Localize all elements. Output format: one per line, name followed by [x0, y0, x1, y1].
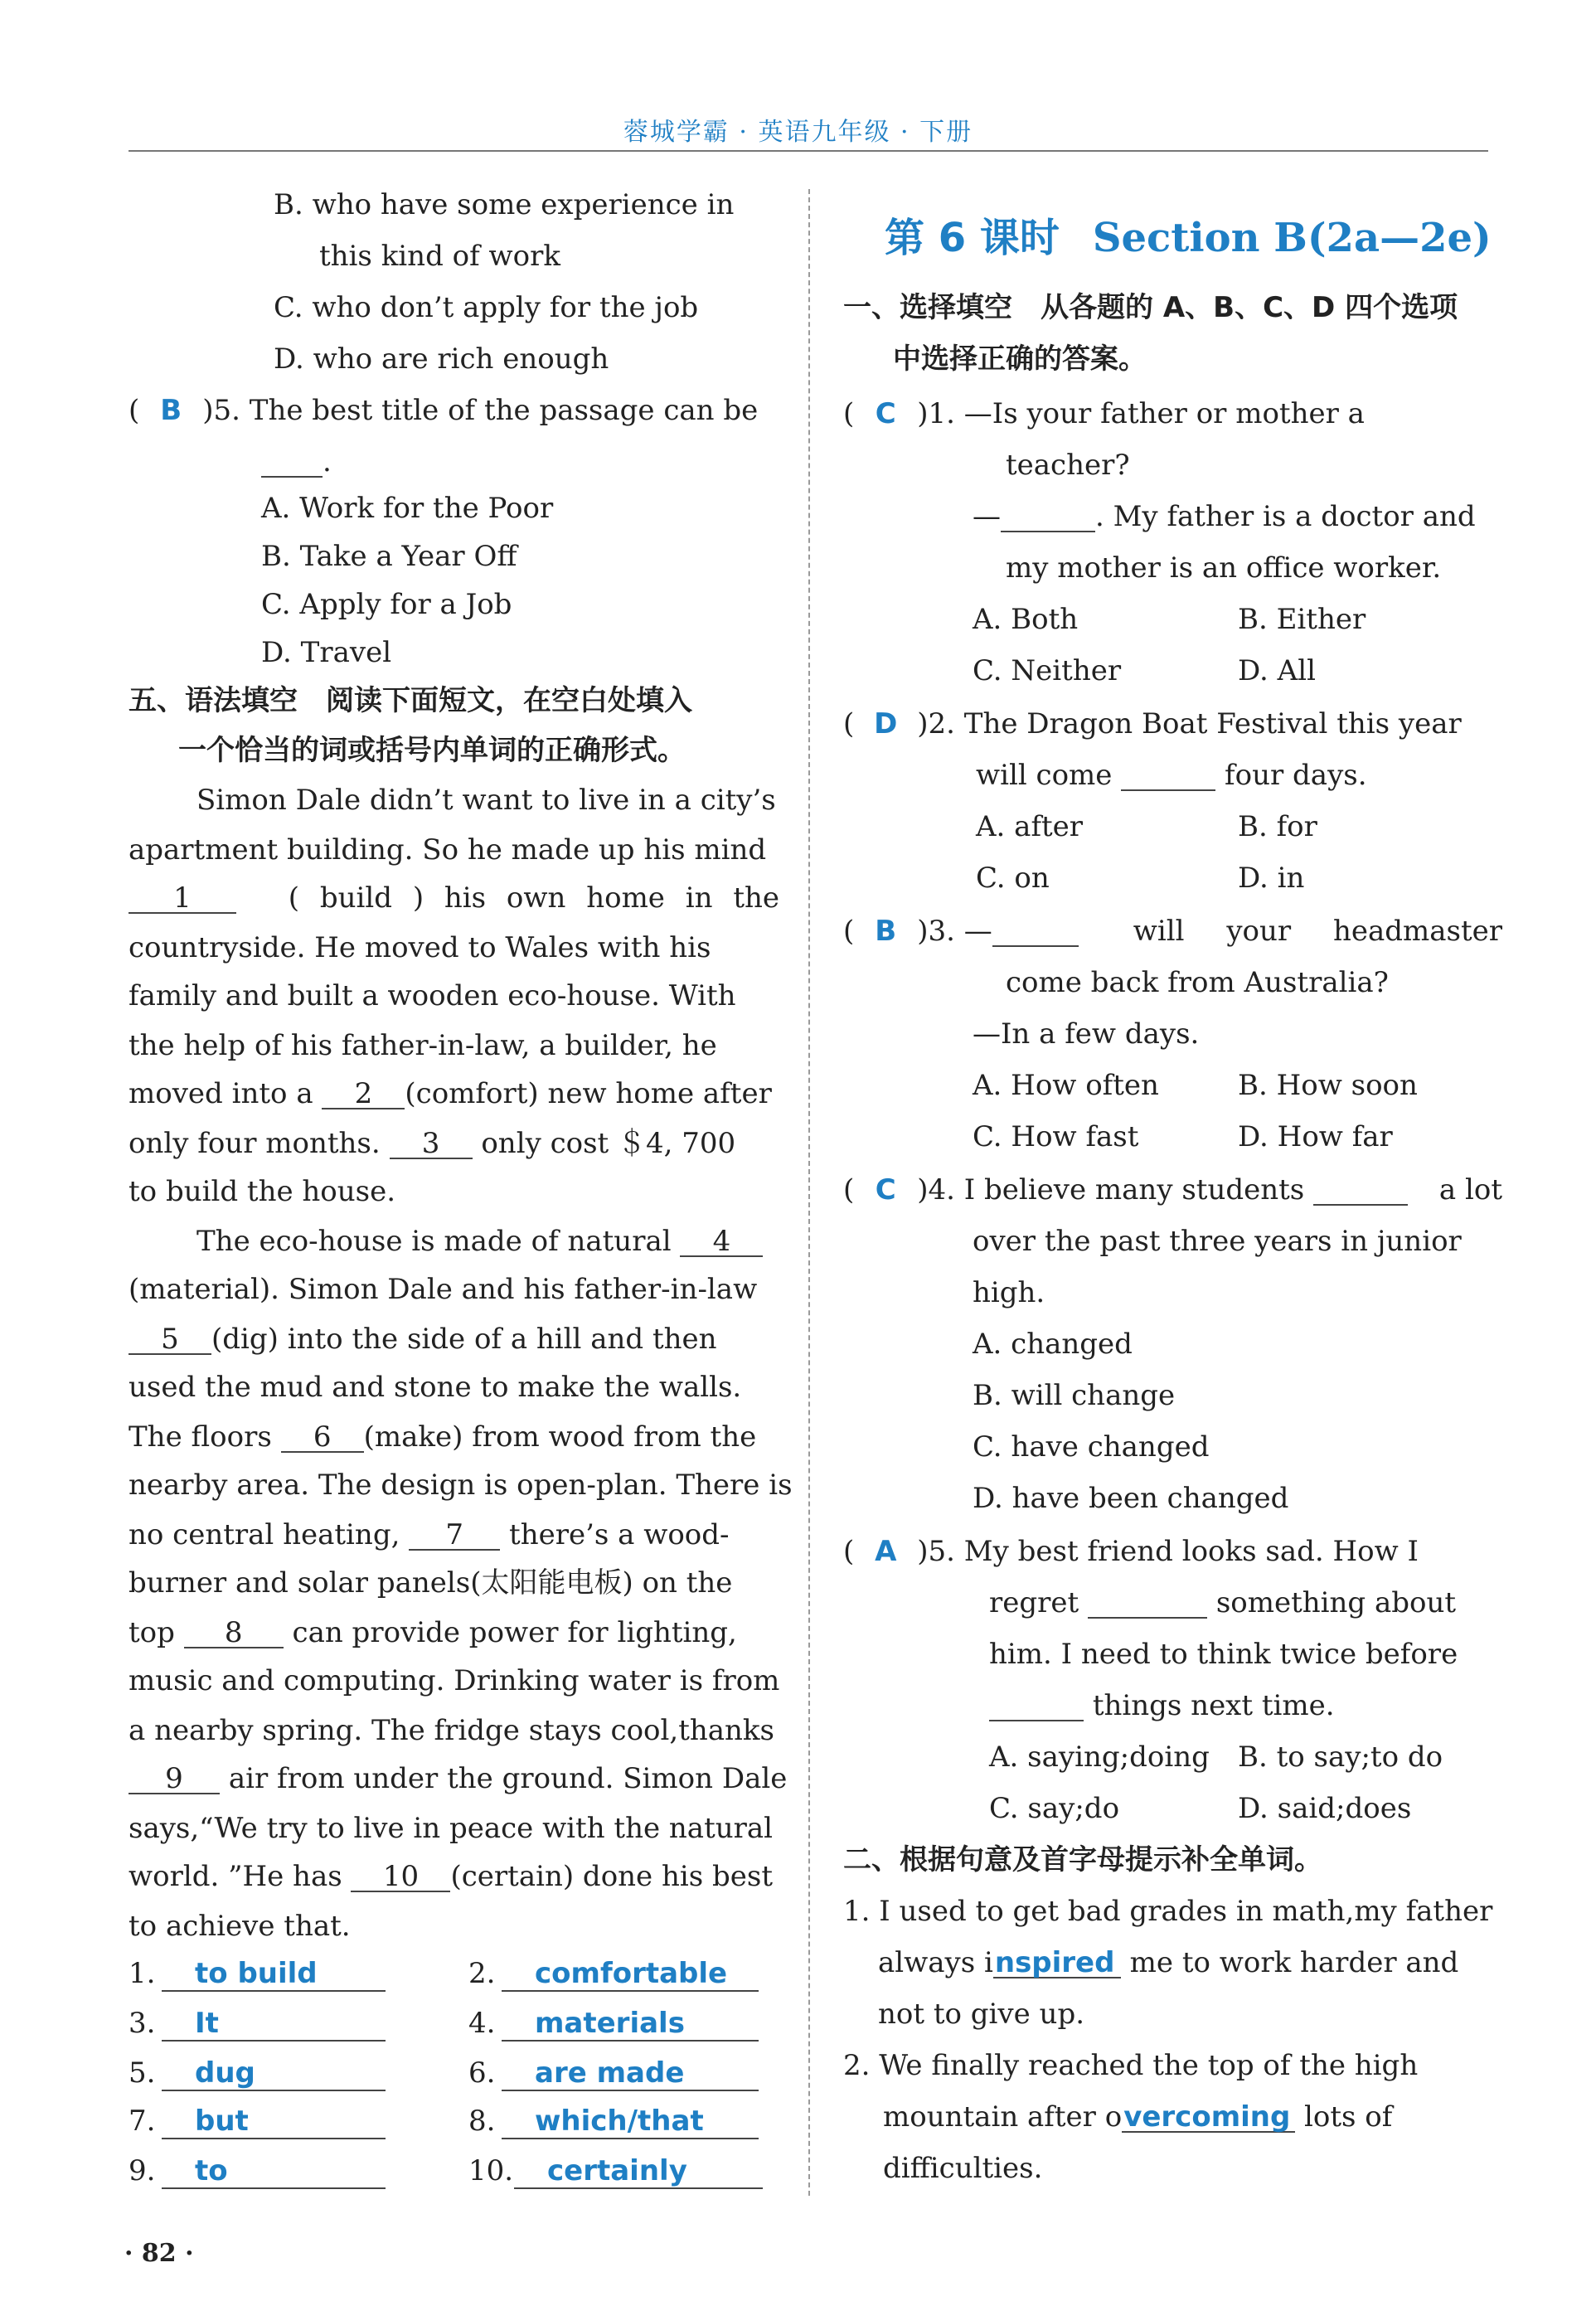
- q5-option-d: D. said;does: [1238, 1792, 1412, 1825]
- q4-option-c: C. have changed: [973, 1430, 1210, 1464]
- q5-option-c: C. Apply for a Job: [261, 588, 512, 621]
- q5-option-d: D. Travel: [261, 636, 392, 669]
- q5-stem: ( B )5. The best title of the passage can be: [129, 394, 759, 427]
- blank-10: 10: [351, 1862, 450, 1892]
- passage-line: top 8 can provide power for lighting,: [129, 1616, 737, 1649]
- q4-option-c: C. who don’t apply for the job: [274, 291, 699, 324]
- part1-title: 一、选择填空 从各题的 A、B、C、D 四个选项: [843, 291, 1458, 324]
- q4-option-d: D. who are rich enough: [274, 342, 609, 376]
- w2-line3: difficulties.: [883, 2152, 1043, 2185]
- q2-answer: D: [874, 707, 898, 740]
- q1-line4: my mother is an office worker.: [1006, 551, 1442, 585]
- section5-title-2: 一个恰当的词或括号内单词的正确形式。: [178, 734, 686, 767]
- q4-option-b: B. who have some experience in: [274, 188, 735, 221]
- passage-line: nearby area. The design is open-plan. There is: [129, 1469, 793, 1502]
- lesson-title: 第 6 课时 Section B(2a—2e): [885, 215, 1492, 261]
- answer-1: 1. to build: [129, 1957, 386, 1992]
- q1-option-d: D. All: [1238, 654, 1316, 687]
- q3-line3: —In a few days.: [973, 1017, 1200, 1051]
- w2-line2: mountain after overcoming lots of: [883, 2100, 1393, 2134]
- q1-option-b: B. Either: [1238, 603, 1366, 636]
- passage-line: 1 ( build ) his own home in the: [129, 884, 779, 914]
- w1-line1: 1. I used to get bad grades in math,my father: [843, 1895, 1493, 1928]
- part1-title-2: 中选择正确的答案。: [893, 342, 1147, 376]
- passage-line: 9 air from under the ground. Simon Dale: [129, 1765, 787, 1794]
- passage-line: only four months. 3 only cost ＄4, 700: [129, 1127, 736, 1160]
- blank-4: 4: [680, 1227, 763, 1257]
- q1-stem: ( C )1. —Is your father or mother a: [843, 397, 1365, 430]
- q4-option-b: B. will change: [973, 1379, 1176, 1412]
- answer-10: 10. certainly: [468, 2154, 763, 2189]
- q3-stem: ( B )3. — will your headmaster: [843, 915, 1502, 948]
- q5-stem: ( A )5. My best friend looks sad. How I: [843, 1535, 1419, 1568]
- header-rule: [129, 150, 1488, 152]
- answer-6: 6. are made: [468, 2056, 759, 2091]
- answer-7: 7. but: [129, 2105, 386, 2139]
- q3-line2: come back from Australia?: [1006, 966, 1389, 999]
- passage-line: The eco-house is made of natural 4: [196, 1227, 763, 1257]
- blank-7: 7: [409, 1521, 500, 1551]
- blank-2: 2: [322, 1080, 405, 1109]
- q5-line4: things next time.: [989, 1692, 1335, 1721]
- passage-line: music and computing. Drinking water is from: [129, 1664, 780, 1697]
- q1-line3: — . My father is a doctor and: [973, 500, 1476, 533]
- q3-option-c: C. How fast: [973, 1120, 1139, 1153]
- q1-option-c: C. Neither: [973, 654, 1122, 687]
- answer-4: 4. materials: [468, 2007, 759, 2042]
- q4-option-b-line1: [274, 188, 779, 221]
- passage-line: family and built a wooden eco-house. With: [129, 979, 736, 1012]
- q1-answer: C: [875, 397, 896, 430]
- passage-line: the help of his father-in-law, a builder, he: [129, 1029, 717, 1062]
- q5-answer: A: [875, 1535, 897, 1568]
- blank-6: 6: [281, 1423, 364, 1453]
- passage-line: a nearby spring. The fridge stays cool,thanks: [129, 1714, 774, 1747]
- passage-line: to achieve that.: [129, 1910, 351, 1943]
- blank-8: 8: [184, 1619, 284, 1648]
- answer-8: 8. which/that: [468, 2105, 759, 2139]
- passage-line: says,“We try to live in peace with the natural: [129, 1812, 774, 1845]
- q4-option-b-line2: this kind of work: [319, 240, 560, 273]
- q4-line2: over the past three years in junior: [973, 1225, 1462, 1258]
- passage-line: (material). Simon Dale and his father-in-law: [129, 1273, 758, 1306]
- q5-option-b: B. Take a Year Off: [261, 540, 517, 573]
- q1-option-a: A. Both: [973, 603, 1079, 636]
- q2-stem: ( D )2. The Dragon Boat Festival this year: [843, 707, 1462, 740]
- q4-option-a: A. changed: [973, 1328, 1133, 1361]
- q2-option-a: A. after: [976, 810, 1084, 843]
- q3-option-a: A. How often: [973, 1069, 1159, 1102]
- q5-line2: regret something about: [989, 1586, 1457, 1619]
- q4-answer: C: [875, 1173, 896, 1206]
- answer-3: 3. It: [129, 2007, 386, 2042]
- w2-line1: 2. We finally reached the top of the high: [843, 2049, 1419, 2082]
- q2-line2: will come four days.: [976, 759, 1367, 792]
- blank-3: 3: [390, 1129, 473, 1159]
- blank-9: 9: [129, 1765, 220, 1794]
- passage-line: Simon Dale didn’t want to live in a city’s: [196, 784, 776, 817]
- q5-line3: him. I need to think twice before: [989, 1638, 1458, 1671]
- w2-fill: vercoming: [1122, 2103, 1295, 2133]
- q5-option-c: C. say;do: [989, 1792, 1120, 1825]
- q2-option-c: C. on: [976, 862, 1050, 895]
- passage-line: apartment building. So he made up his mind: [129, 833, 767, 867]
- answer-9: 9. to: [129, 2154, 386, 2189]
- q3-option-b: B. How soon: [1238, 1069, 1418, 1102]
- column-divider: [808, 189, 810, 2196]
- passage-line: burner and solar panels(太阳能电板) on the: [129, 1566, 733, 1600]
- q2-option-b: B. for: [1238, 810, 1317, 843]
- q3-option-d: D. How far: [1238, 1120, 1393, 1153]
- page-number: · 82 ·: [124, 2239, 194, 2268]
- answer-5: 5. dug: [129, 2056, 386, 2091]
- running-header: 蓉城学霸 · 英语九年级 · 下册: [623, 118, 973, 147]
- passage-line: no central heating, 7 there’s a wood-: [129, 1518, 730, 1551]
- passage-line: to build the house.: [129, 1175, 396, 1208]
- answer-2: 2. comfortable: [468, 1957, 759, 1992]
- q5-option-b: B. to say;to do: [1238, 1741, 1443, 1774]
- q5-answer: B: [160, 394, 182, 427]
- q5-option-a: A. saying;doing: [989, 1741, 1210, 1774]
- w1-fill: nspired: [993, 1949, 1121, 1978]
- w1-line2: always inspired me to work harder and: [878, 1946, 1459, 1979]
- section5-title: 五、语法填空 阅读下面短文，在空白处填入: [129, 684, 692, 717]
- passage-line: moved into a 2 (comfort) new home after: [129, 1077, 772, 1110]
- blank-1: 1: [129, 884, 236, 914]
- q2-option-d: D. in: [1238, 862, 1305, 895]
- passage-line: used the mud and stone to make the walls.: [129, 1371, 742, 1404]
- q1-line2: teacher?: [1006, 449, 1130, 482]
- q4-option-d: D. have been changed: [973, 1482, 1289, 1515]
- q5-blank: .: [261, 448, 332, 478]
- blank-5: 5: [129, 1325, 211, 1355]
- passage-line: The floors 6 (make) from wood from the: [129, 1420, 757, 1454]
- passage-line: world. ”He has 10 (certain) done his best: [129, 1860, 774, 1893]
- passage-line: 5 (dig) into the side of a hill and then: [129, 1325, 717, 1355]
- q4-stem: ( C )4. I believe many students a lot: [843, 1173, 1502, 1206]
- passage-line: countryside. He moved to Wales with his: [129, 931, 711, 964]
- part2-title: 二、根据句意及首字母提示补全单词。: [843, 1843, 1322, 1876]
- q3-answer: B: [875, 915, 897, 948]
- q5-option-a: A. Work for the Poor: [261, 492, 554, 525]
- w1-line3: not to give up.: [878, 1998, 1085, 2031]
- q4-line3: high.: [973, 1276, 1045, 1309]
